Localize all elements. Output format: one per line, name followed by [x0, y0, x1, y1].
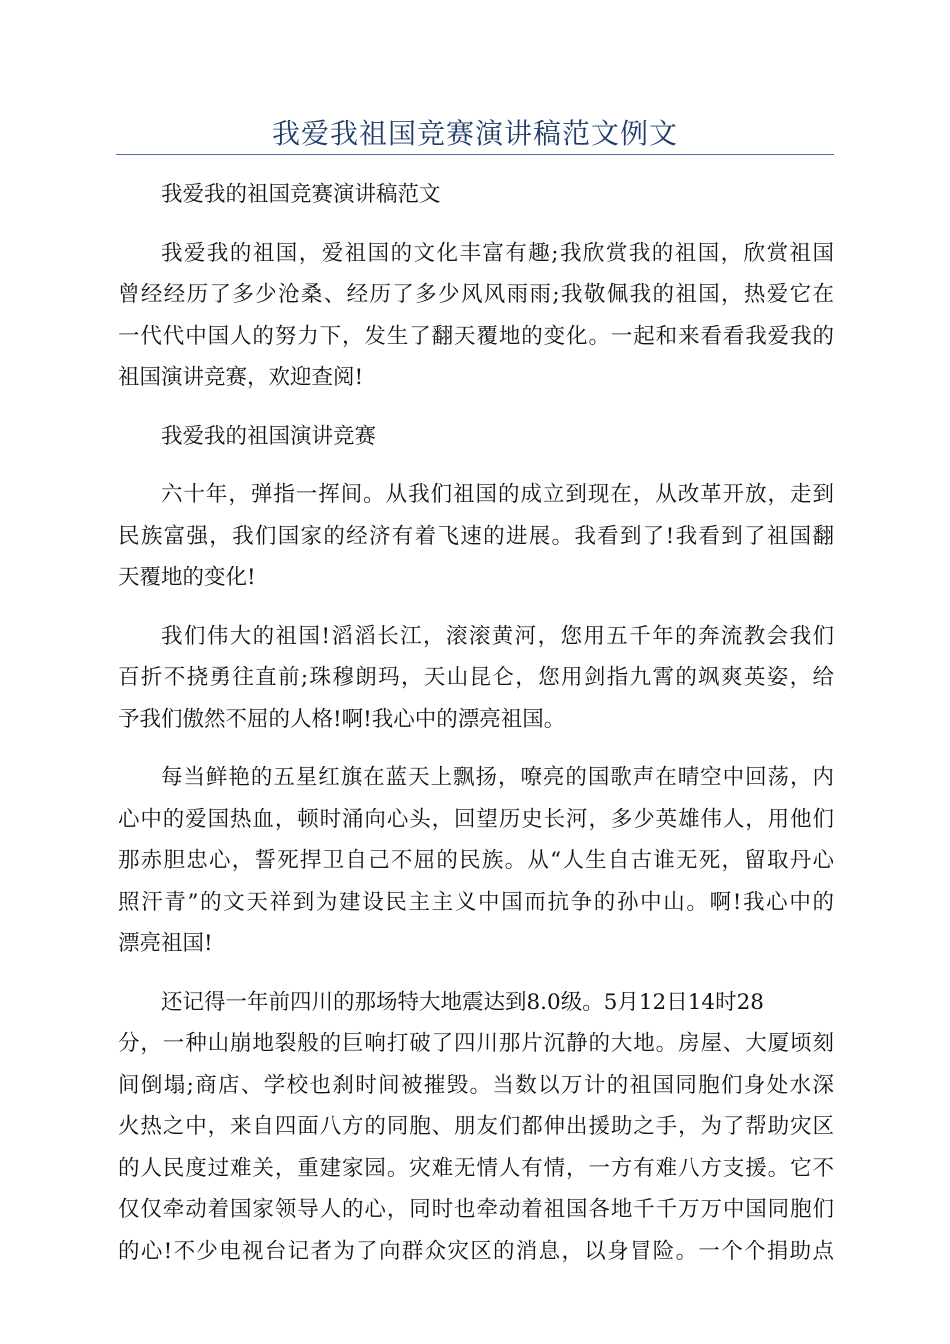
text-line: 我爱我的祖国竞赛演讲稿范文: [161, 182, 441, 207]
paragraph: [118, 233, 834, 399]
paragraph: [118, 416, 834, 458]
paragraph: [118, 174, 834, 216]
paragraph: [118, 757, 834, 965]
paragraph: [118, 474, 834, 599]
text-line: 间倒塌;商店、学校也刹时间被摧毁。当数以万计的祖国同胞们身处水深: [118, 1072, 834, 1098]
text-line: 一代代中国人的努力下，发生了翻天覆地的变化。一起和来看看我爱我的: [118, 323, 834, 349]
paragraph: [118, 616, 834, 741]
text-line: 六十年，弹指一挥间。从我们祖国的成立到现在，从改革开放，走到: [161, 482, 834, 507]
text-line: 分，一种山崩地裂般的巨响打破了四川那片沉静的大地。房屋、大厦顷刻: [118, 1031, 834, 1056]
text-line: 我爱我的祖国，爱祖国的文化丰富有趣;我欣赏我的祖国，欣赏祖国: [161, 240, 834, 266]
text-line: 漂亮祖国!: [118, 931, 213, 956]
document-title: 我爱我祖国竞赛演讲稿范文例文: [271, 117, 678, 150]
text-line: 祖国演讲竞赛，欢迎查阅!: [118, 365, 364, 390]
text-line: 的人民度过难关，重建家园。灾难无情人有情，一方有难八方支援。它不: [118, 1155, 834, 1181]
text-line: 我爱我的祖国演讲竞赛: [161, 423, 377, 449]
text-line: 心中的爱国热血，顿时涌向心头，回望历史长河，多少英雄伟人，用他们: [118, 806, 834, 832]
text-line: 民族富强，我们国家的经济有着飞速的进展。我看到了!我看到了祖国翻: [118, 523, 834, 549]
text-line: 曾经经历了多少沧桑、经历了多少风风雨雨;我敬佩我的祖国，热爱它在: [118, 282, 834, 307]
text-line: 还记得一年前四川的那场特大地震达到8.0级。5月12日14时28: [161, 989, 764, 1015]
text-line: 予我们傲然不屈的人格!啊!我心中的漂亮祖国。: [118, 706, 566, 732]
text-line: 仅仅牵动着国家领导人的心，同时也牵动着祖国各地千千万万中国同胞们: [118, 1197, 834, 1222]
title-underline: [116, 154, 834, 155]
text-line: 那赤胆忠心，誓死捍卫自己不屈的民族。从“人生自古谁无死，留取丹心: [118, 848, 834, 873]
text-line: 天覆地的变化!: [118, 565, 256, 590]
text-line: 照汗青”的文天祥到为建设民主主义中国而抗争的孙中山。啊!我心中的: [118, 889, 834, 915]
paragraph: [118, 982, 834, 1273]
text-line: 火热之中，来自四面八方的同胞、朋友们都伸出援助之手，为了帮助灾区: [118, 1114, 834, 1139]
text-line: 百折不挠勇往直前;珠穆朗玛，天山昆仑，您用剑指九霄的飒爽英姿，给: [118, 665, 834, 690]
document-body: [118, 174, 834, 1289]
text-line: 每当鲜艳的五星红旗在蓝天上飘扬，嘹亮的国歌声在晴空中回荡，内: [161, 765, 834, 790]
text-line: 的心!不少电视台记者为了向群众灾区的消息，以身冒险。一个个捐助点: [118, 1238, 834, 1264]
text-line: 我们伟大的祖国!滔滔长江，滚滚黄河，您用五千年的奔流教会我们: [161, 623, 834, 649]
